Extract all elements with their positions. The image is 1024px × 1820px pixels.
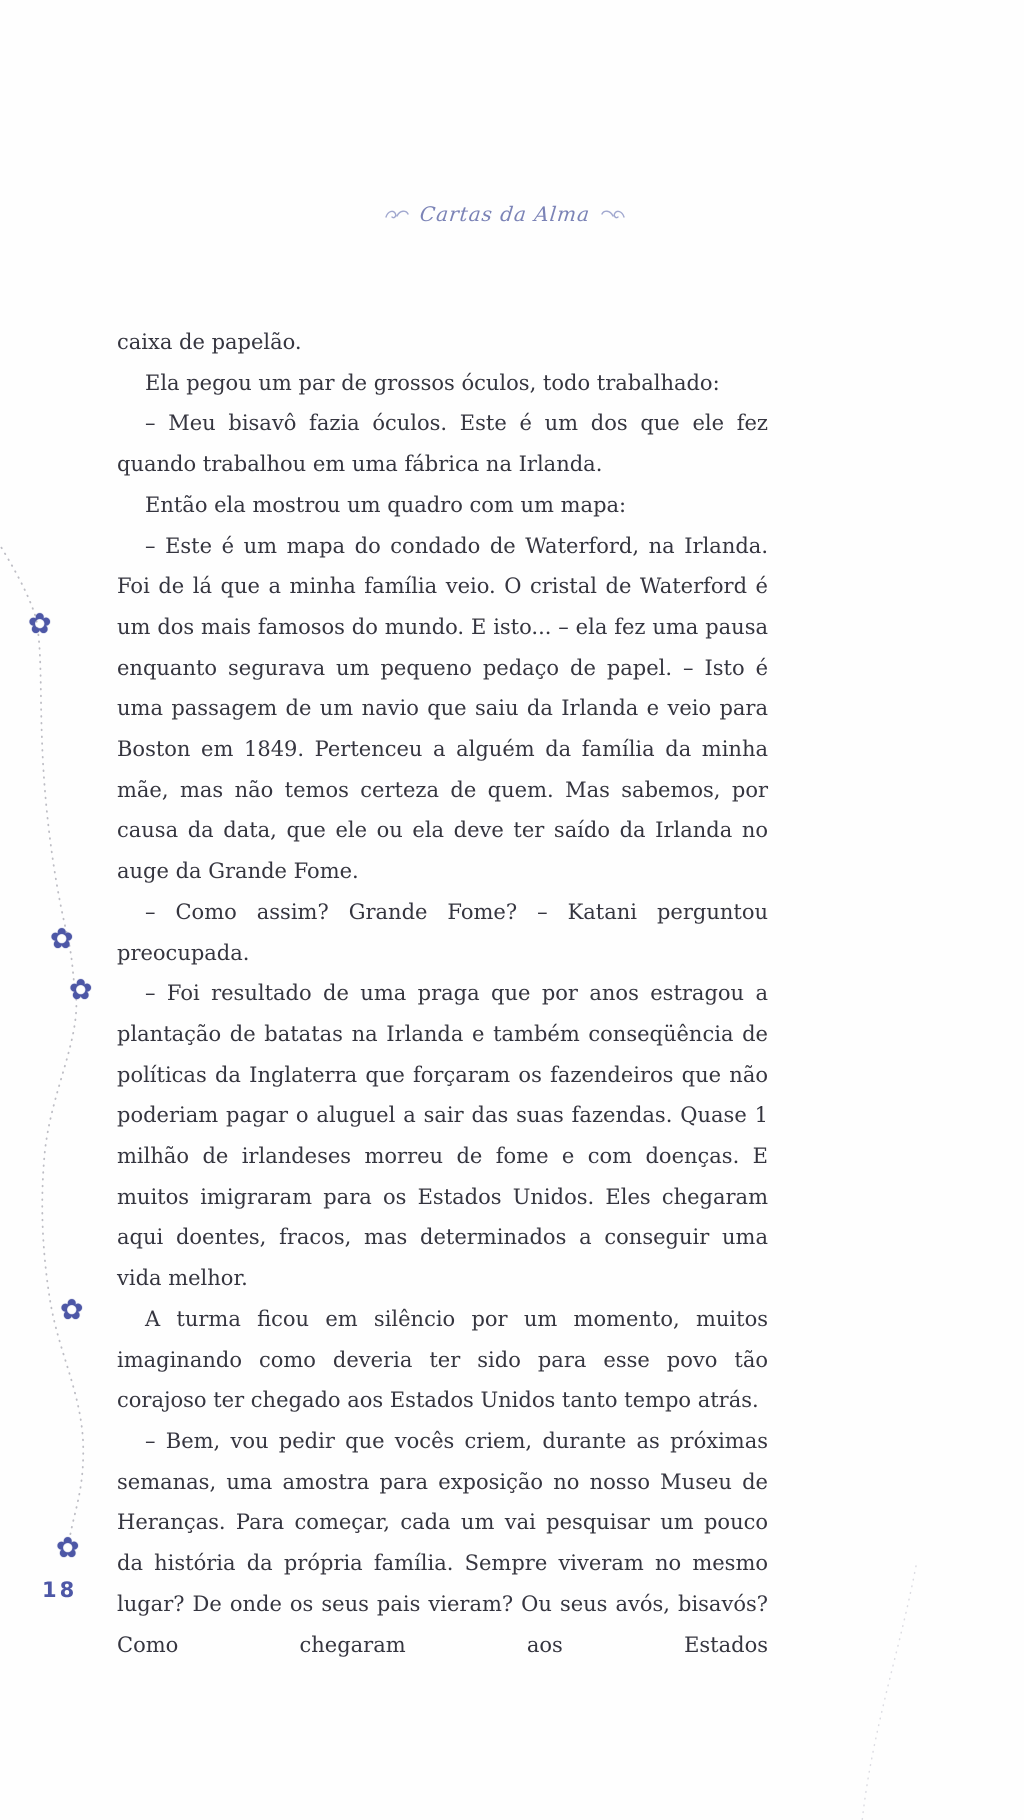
header-ornament-left-icon bbox=[384, 207, 410, 221]
paragraph: A turma ficou em silêncio por um momento, muitos imaginando como deveria ter sido para esse povo tão corajoso ter chegado aos Estados Unidos tanto tempo atrás. bbox=[117, 1306, 768, 1413]
flower-icon: ✿ bbox=[69, 973, 93, 1006]
flower-icon: ✿ bbox=[60, 1293, 84, 1326]
page-number: 18 bbox=[42, 1578, 78, 1602]
paragraph: – Foi resultado de uma praga que por anos estragou a plantação de batatas na Irlanda e também conseqüência de políticas da Inglaterra que forçaram os fazendeiros que não poderiam pagar o aluguel a sair das suas fazendas. Quase 1 milhão de irlandeses morreu de fome e com doenças. E muitos imigraram para os Estados Unidos. Eles chegaram aqui doentes, fracos, mas determinados a conseguir uma vida melhor. bbox=[117, 981, 768, 1291]
paragraph: Então ela mostrou um quadro com um mapa: bbox=[145, 492, 627, 517]
header-ornament-right-icon bbox=[600, 207, 626, 221]
paragraph: Ela pegou um par de grossos óculos, todo trabalhado: bbox=[145, 370, 720, 395]
flower-icon: ✿ bbox=[56, 1531, 80, 1564]
page-text bbox=[117, 322, 768, 1665]
paragraph: – Meu bisavô fazia óculos. Este é um dos que ele fez quando trabalhou em uma fábrica na Irlanda. bbox=[117, 411, 768, 477]
paragraph: caixa de papelão. bbox=[117, 330, 302, 354]
book-title: Cartas da Alma bbox=[418, 202, 592, 226]
paragraph: – Bem, vou pedir que vocês criem, durante as próximas semanas, uma amostra para exposição no nosso Museu de Heranças. Para começar, cada um vai pesquisar um pouco da história da própria família. Sempre viveram no mesmo lugar? De onde os seus pais vieram? Ou seus avós, bisavós? Como chegaram aos Estados bbox=[117, 1428, 768, 1657]
flower-icon: ✿ bbox=[28, 607, 52, 640]
paragraph: – Este é um mapa do condado de Waterford, na Irlanda. Foi de lá que a minha família veio. O cristal de Waterford é um dos mais famosos do mundo. E isto... – ela fez uma pausa enquanto segurava um pequeno pedaço de papel. – Isto é uma passagem de um navio que saiu da Irlanda e veio para Boston em 1849. Pertenceu a alguém da família da minha mãe, mas não temos certeza de quem. Mas sabemos, por causa da data, que ele ou ela deve ter saído da Irlanda no auge da Grande Fome. bbox=[117, 533, 768, 884]
running-header bbox=[380, 202, 630, 226]
flower-icon: ✿ bbox=[50, 922, 74, 955]
paragraph: – Como assim? Grande Fome? – Katani perguntou preocupada. bbox=[117, 899, 768, 965]
